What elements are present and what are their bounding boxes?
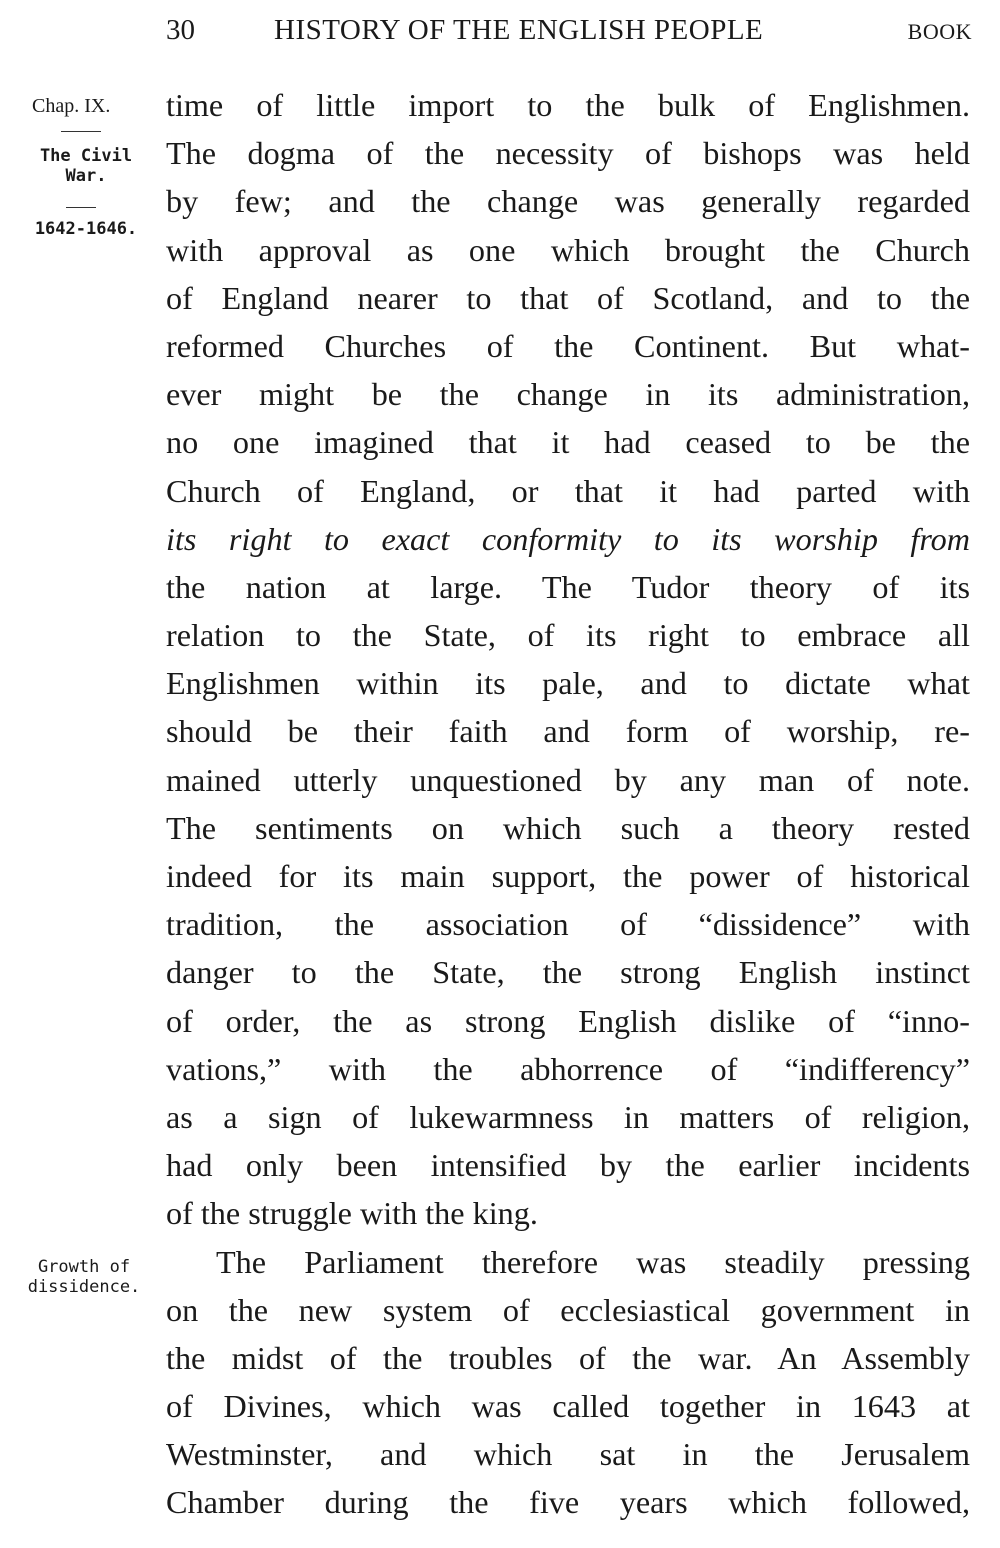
text-line: on the new system of ecclesiastical government in bbox=[166, 1291, 970, 1328]
text-line: as a sign of lukewarmness in matters of religion, bbox=[166, 1098, 970, 1135]
text-line: mained utterly unquestioned by any man of note. bbox=[166, 761, 970, 798]
text-line: tradition, the association of “dissidence” with bbox=[166, 906, 970, 943]
margin-years: 1642-1646. bbox=[34, 219, 138, 239]
margin-section-line: The Civil bbox=[39, 146, 133, 166]
text-line: of Divines, which was called together in 1643 at bbox=[166, 1388, 970, 1425]
text-line: had only been intensified by the earlier incidents bbox=[166, 1147, 970, 1184]
text-line: should be their faith and form of worship, re- bbox=[166, 713, 970, 750]
text-line: Church of England, or that it had parted with bbox=[166, 472, 970, 509]
margin-note-growth bbox=[16, 1257, 152, 1297]
text-line: The Parliament therefore was steadily pressing bbox=[216, 1243, 970, 1280]
text-line: with approval as one which brought the Church bbox=[166, 231, 970, 268]
text-line: time of little import to the bulk of Englishmen. bbox=[166, 87, 970, 123]
margin-rule bbox=[66, 207, 96, 208]
text-line: Westminster, and which sat in the Jerusalem bbox=[166, 1436, 970, 1473]
book-label: BOOK bbox=[907, 19, 972, 44]
text-line: the midst of the troubles of the war. An Assembly bbox=[166, 1339, 970, 1376]
text-line: The dogma of the necessity of bishops was held bbox=[166, 135, 970, 172]
text-line: Englishmen within its pale, and to dictate what bbox=[166, 665, 970, 702]
margin-note-line: Growth of bbox=[37, 1257, 131, 1277]
text-line: no one imagined that it had ceased to be the bbox=[166, 424, 970, 461]
margin-rule bbox=[61, 131, 101, 132]
margin-chapter: Chap. IX. bbox=[32, 95, 111, 117]
text-line: its right to exact conformity to its worship from bbox=[166, 520, 970, 557]
paragraph-1 bbox=[166, 81, 970, 1238]
margin-section-title bbox=[26, 146, 146, 186]
text-line: reformed Churches of the Continent. But what- bbox=[166, 327, 970, 364]
text-line: danger to the State, the strong English instinct bbox=[166, 954, 970, 991]
paragraph-2 bbox=[166, 1238, 970, 1527]
text-line: indeed for its main support, the power of historical bbox=[166, 858, 970, 894]
text-line: vations,” with the abhorrence of “indifferency” bbox=[166, 1050, 970, 1087]
page-number: 30 bbox=[166, 14, 195, 46]
text-line: the nation at large. The Tudor theory of its bbox=[166, 568, 970, 605]
text-line: ever might be the change in its administration, bbox=[166, 376, 970, 413]
running-title: HISTORY OF THE ENGLISH PEOPLE bbox=[274, 14, 764, 46]
text-line: of order, the as strong English dislike of “inno- bbox=[166, 1002, 970, 1039]
text-line: The sentiments on which such a theory rested bbox=[166, 809, 970, 846]
text-line: of the struggle with the king. bbox=[166, 1195, 538, 1232]
text-line: Chamber during the five years which followed, bbox=[166, 1484, 970, 1521]
text-line: relation to the State, of its right to embrace all bbox=[166, 617, 970, 654]
margin-note-line: dissidence. bbox=[27, 1277, 141, 1297]
margin-section-line: War. bbox=[65, 166, 107, 186]
page-header bbox=[166, 14, 972, 54]
text-line: of England nearer to that of Scotland, and to the bbox=[166, 279, 970, 316]
body-text bbox=[166, 81, 970, 1527]
text-line: by few; and the change was generally regarded bbox=[166, 183, 970, 220]
